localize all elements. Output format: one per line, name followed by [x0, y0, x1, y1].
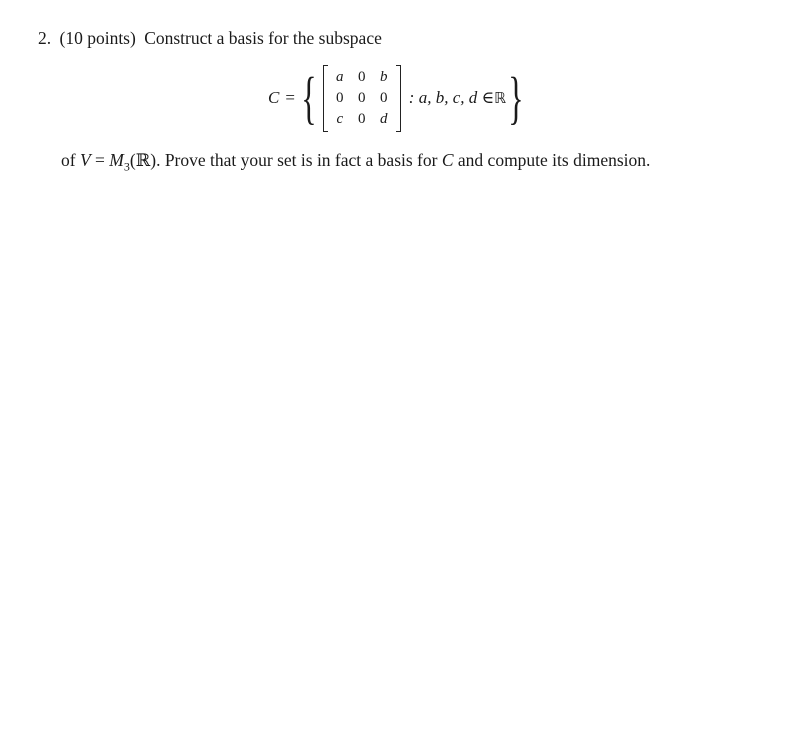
subspace-symbol: C — [268, 88, 280, 107]
matrix-cell: b — [380, 68, 388, 85]
subspace-reference: C — [441, 150, 454, 170]
statement-equals: = — [90, 150, 110, 170]
problem-points: (10 points) — [59, 28, 136, 48]
vector-space-symbol: V — [79, 150, 91, 170]
matrix-space-subscript: 3 — [123, 159, 130, 174]
matrix-cell: 0 — [336, 89, 344, 106]
problem-number: 2. — [38, 28, 52, 48]
matrix-space-symbol: M — [109, 150, 124, 170]
set-condition: : a, b, c, d ∈ — [408, 88, 495, 107]
matrix-cell: 0 — [380, 89, 388, 106]
matrix-cell: 0 — [358, 110, 366, 127]
problem-header — [38, 28, 386, 49]
statement-prefix: of — [61, 150, 80, 170]
problem-prompt: Construct a basis for the subspace — [144, 28, 382, 48]
matrix-cell: 0 — [358, 89, 366, 106]
matrix-row — [329, 67, 395, 88]
matrix-cell: 0 — [358, 68, 366, 85]
problem-statement — [61, 150, 650, 175]
matrix-cell: d — [380, 110, 388, 127]
matrix-cell: a — [336, 68, 344, 85]
matrix — [323, 65, 401, 132]
equals-sign: = — [285, 88, 295, 107]
real-numbers-symbol: ℝ — [494, 89, 506, 107]
matrix-space-field: (ℝ) — [129, 150, 157, 170]
statement-text-2: and compute its dimension. — [453, 150, 651, 170]
subspace-definition — [268, 64, 526, 132]
right-brace: } — [508, 65, 524, 130]
matrix-cell: c — [336, 110, 344, 127]
matrix-row — [329, 88, 395, 109]
matrix-row — [329, 109, 395, 130]
statement-text-1: . Prove that your set is in fact a basis for — [156, 150, 442, 170]
left-brace: { — [301, 65, 317, 130]
